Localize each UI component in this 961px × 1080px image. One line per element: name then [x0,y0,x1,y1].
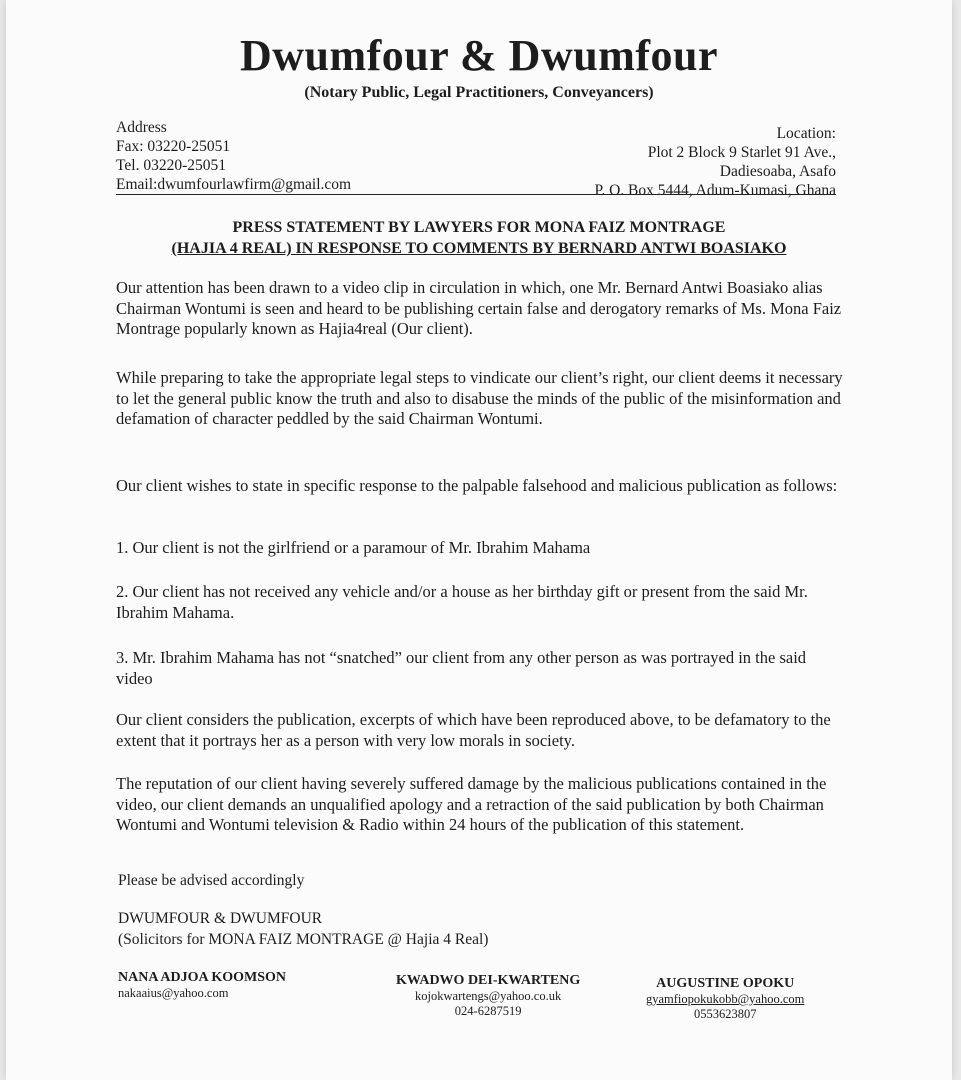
location-label: Location: [776,125,836,142]
signatory-email: gyamfiopokukobb@yahoo.com [646,992,805,1006]
firm-signature-sub: (Solicitors for MONA FAIZ MONTRAGE @ Hajia 4 Real) [118,931,489,948]
signatory-name: NANA ADJOA KOOMSON [118,970,287,985]
headline-line-2: (HAJIA 4 REAL) IN RESPONSE TO COMMENTS BY BERNARD ANTWI BOASIAKO [171,240,787,257]
list-item-2: 2. Our client has not received any vehicle and/or a house as her birthday gift or present from the said Mr. Ibrahim Mahama. [116,582,808,622]
signatory-email: kojokwartengs@yahoo.co.uk [415,989,562,1003]
header-divider [116,194,836,195]
paragraph-2: While preparing to take the appropriate legal steps to vindicate our client’s right, our client deems it necessary to let the general public know the truth and also to disabuse the minds of the public of the misinformation and defamation of character peddled by the said Chairman Wontumi. [116,368,843,428]
email-address: Email:dwumfourlawfirm@gmail.com [116,176,352,193]
location-block [594,124,836,200]
signatory-1 [118,970,286,1001]
document-page [6,0,952,1080]
signatory-phone: 024-6287519 [454,1004,522,1018]
signatory-phone: 0553623807 [693,1007,757,1021]
paragraph-3: Our client wishes to state in specific response to the palpable falsehood and malicious publication as follows: [116,476,838,495]
paragraph-4: Our client considers the publication, excerpts of which have been reproduced above, to be defamatory to the extent that it portrays her as a person with very low morals in society. [116,710,831,750]
signatory-2 [396,973,580,1019]
firm-subtitle: (Notary Public, Legal Practitioners, Conveyancers) [304,84,654,101]
headline-line-1: PRESS STATEMENT BY LAWYERS FOR MONA FAIZ MONTRAGE [232,219,726,236]
location-line-1: Plot 2 Block 9 Starlet 91 Ave., [647,144,836,161]
closing-line: Please be advised accordingly [118,872,305,889]
location-line-2: Dadiesoaba, Asafo [719,163,836,180]
signatory-name: AUGUSTINE OPOKU [656,976,795,991]
address-block [116,118,351,194]
firm-name: Dwumfour & Dwumfour [239,31,718,80]
address-label: Address [116,119,167,136]
location-line-3: P. O. Box 5444, Adum-Kumasi, Ghana [594,182,836,199]
fax-number: Fax: 03220-25051 [116,138,231,155]
signatory-3 [646,976,804,1022]
tel-number: Tel. 03220-25051 [116,157,226,174]
paragraph-1: Our attention has been drawn to a video clip in circulation in which, one Mr. Bernard Antwi Boasiako alias Chairman Wontumi is seen and heard to be publishing certain false and derogatory remarks of Ms. Mona Faiz Montrage popularly known as Hajia4real (Our client). [116,278,842,338]
list-item-3: 3. Mr. Ibrahim Mahama has not “snatched” our client from any other person as was portrayed in the said video [116,648,807,688]
signatory-name: KWADWO DEI-KWARTENG [396,973,581,988]
list-item-1: 1. Our client is not the girlfriend or a paramour of Mr. Ibrahim Mahama [116,538,591,557]
firm-signature: DWUMFOUR & DWUMFOUR [118,910,323,927]
paragraph-5: The reputation of our client having severely suffered damage by the malicious publications contained in the video, our client demands an unqualified apology and a retraction of the said publication by both Chairman Wontumi and Wontumi television & Radio within 24 hours of the publication of this statement. [116,774,827,834]
signatory-email: nakaaius@yahoo.com [118,986,229,1000]
